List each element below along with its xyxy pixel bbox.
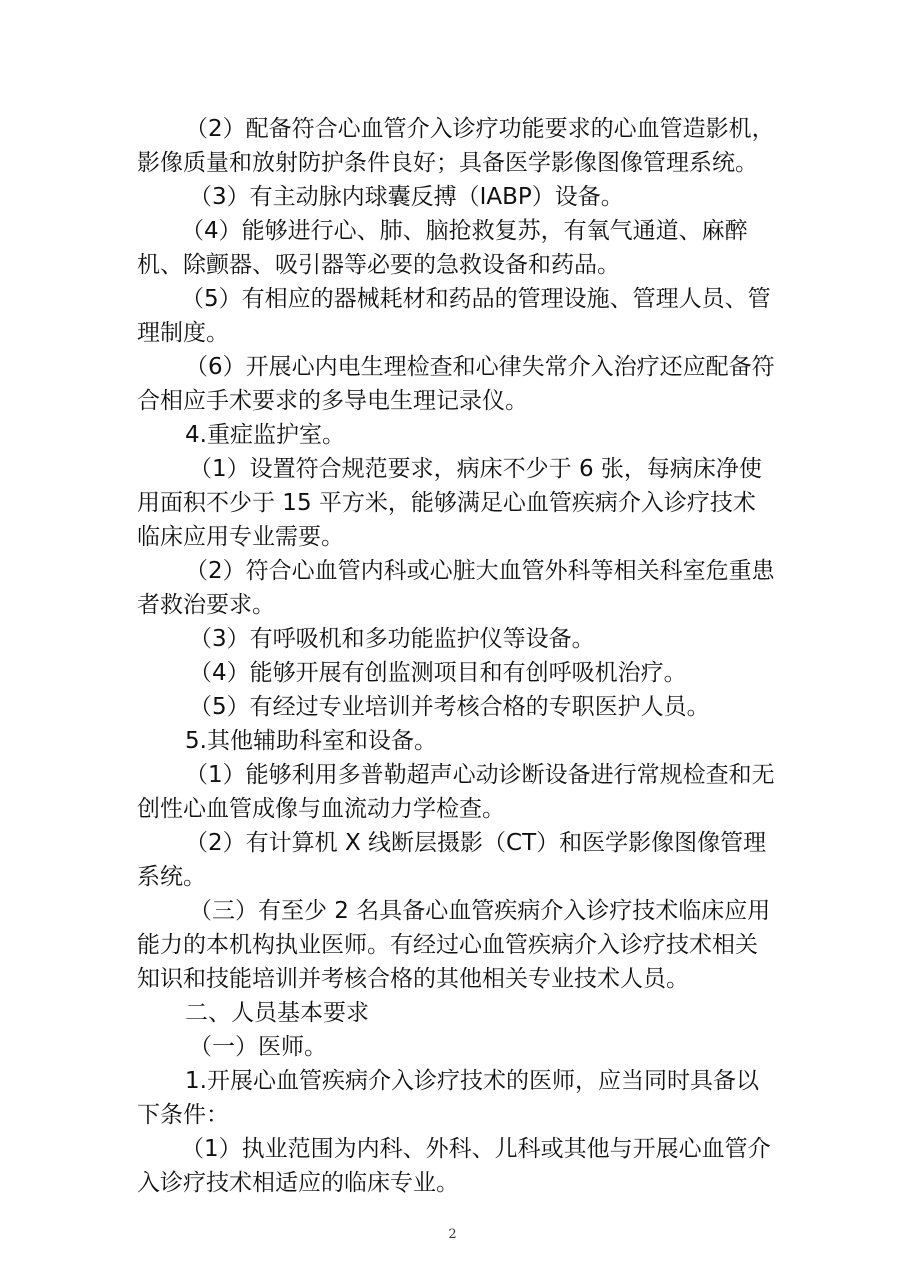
document-body (137, 112, 777, 1200)
heading-personnel-requirements: 二、人员基本要求 (185, 1000, 369, 1026)
paragraph-equipment-resuscitation: （4）能够进行心、肺、脑抢救复苏，有氧气通道、麻醉机、除颤器、吸引器等必要的急救设备和药品。 (137, 218, 748, 278)
paragraph-equipment-angiography: （2）配备符合心血管介入诊疗功能要求的心血管造影机，影像质量和放射防护条件良好；具备医学影像图像管理系统。 (137, 116, 775, 176)
paragraph-physician-conditions: 1.开展心血管疾病介入诊疗技术的医师，应当同时具备以下条件： (137, 1068, 759, 1128)
page-number: 2 (448, 1227, 457, 1242)
paragraph-icu-critical-care: （2）符合心血管内科或心脏大血管外科等相关科室危重患者救治要求。 (137, 558, 775, 618)
paragraph-equipment-electrophysiology: （6）开展心内电生理检查和心律失常介入治疗还应配备符合相应手术要求的多导电生理记录仪。 (137, 354, 775, 414)
heading-auxiliary-departments: 5.其他辅助科室和设备。 (185, 728, 437, 754)
paragraph-equipment-iabp: （3）有主动脉内球囊反搏（IABP）设备。 (189, 184, 624, 210)
paragraph-auxiliary-ct: （2）有计算机 X 线断层摄影（CT）和医学影像图像管理系统。 (137, 830, 767, 890)
paragraph-icu-ventilator: （3）有呼吸机和多功能监护仪等设备。 (189, 626, 595, 652)
heading-icu: 4.重症监护室。 (185, 422, 345, 448)
paragraph-icu-staff: （5）有经过专业培训并考核合格的专职医护人员。 (189, 694, 710, 720)
paragraph-icu-beds: （1）设置符合规范要求，病床不少于 6 张，每病床净使用面积不少于 15 平方米，能够满足心血管疾病介入诊疗技术临床应用专业需要。 (137, 456, 762, 550)
heading-physicians: （一）医师。 (189, 1034, 327, 1060)
paragraph-equipment-consumables: （5）有相应的器械耗材和药品的管理设施、管理人员、管理制度。 (137, 286, 771, 346)
paragraph-physician-scope: （1）执业范围为内科、外科、儿科或其他与开展心血管介入诊疗技术相适应的临床专业。 (137, 1136, 771, 1196)
paragraph-qualified-physicians: （三）有至少 2 名具备心血管疾病介入诊疗技术临床应用能力的本机构执业医师。有经过心血管疾病介入诊疗技术相关知识和技能培训并考核合格的其他相关专业技术人员。 (137, 898, 771, 992)
paragraph-icu-invasive-monitoring: （4）能够开展有创监测项目和有创呼吸机治疗。 (189, 660, 687, 686)
paragraph-auxiliary-ultrasound: （1）能够利用多普勒超声心动诊断设备进行常规检查和无创性心血管成像与血流动力学检查。 (137, 762, 775, 822)
